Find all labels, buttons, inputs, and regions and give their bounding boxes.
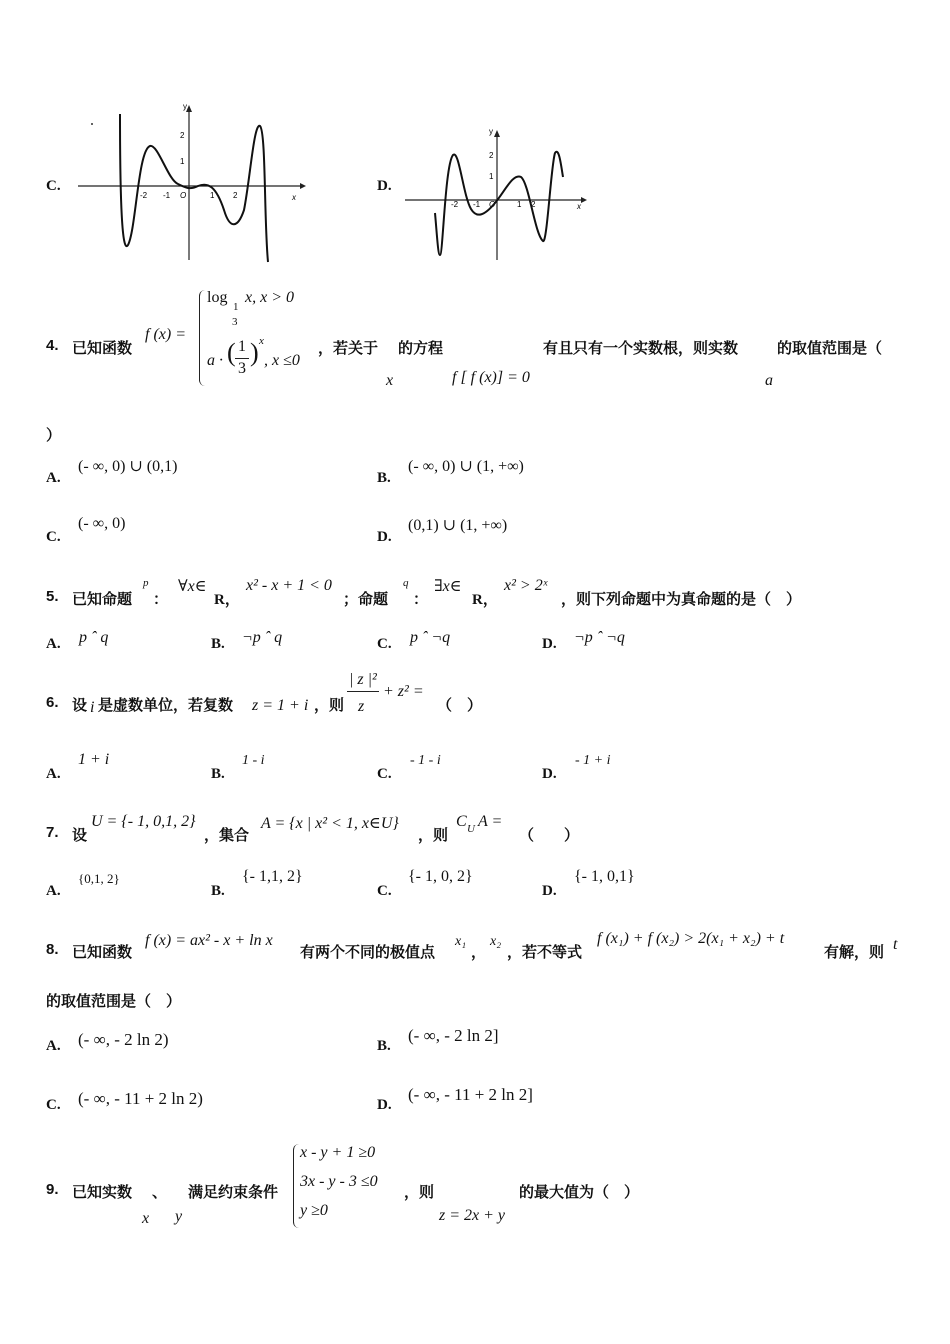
q6-num: | z |² [349, 671, 377, 688]
q5-option-b: ¬p ˆ q [242, 629, 283, 646]
graph-c-x-arrow [300, 183, 306, 189]
q4-case2-den: 3 [238, 360, 246, 377]
q5-tail: ，则下列命题中为真命题的是（ ） [561, 591, 802, 608]
q8-lead: 已知函数 [72, 944, 133, 961]
q4-case1-log: log [207, 289, 228, 306]
q6-option-c: - 1 - i [410, 753, 441, 768]
q9-tail: 的最大值为（ ） [519, 1184, 640, 1201]
q4-var-x: x [386, 372, 394, 389]
graph-c-tick-1: 1 [180, 157, 185, 166]
q5-colon2: ： [413, 591, 429, 608]
q8-text2: ，若不等式 [507, 944, 583, 961]
q8-ineq: f (x₁) + f (x₂) > 2(x₁ + x₂) + t [597, 930, 785, 947]
q8-option-d: (- ∞, - 11 + 2 ln 2] [408, 1085, 533, 1104]
graph-d-tick-n2: -2 [451, 200, 459, 209]
q5-option-a: p ˆ q [79, 629, 109, 646]
q9-x: x [142, 1210, 150, 1227]
q5-q: q [403, 577, 409, 589]
q6-option-b-label: B. [211, 766, 225, 782]
q5-option-c-label: C. [377, 636, 392, 652]
q4-fx: f (x) = [145, 326, 186, 343]
graph-c-tick-p1: 1 [210, 191, 215, 200]
q5-sep: ；命题 [343, 591, 389, 608]
q5-option-b-label: B. [211, 636, 225, 652]
q9-lead: 已知实数 [72, 1184, 133, 1201]
q5-R2: R， [472, 592, 498, 608]
q7-text1: ，集合 [204, 827, 250, 844]
graph-c-tick-n1: -1 [163, 191, 171, 200]
q4-case2-num: 1 [238, 338, 246, 355]
q8-option-d-label: D. [377, 1097, 392, 1113]
q9-sep: 、 [152, 1184, 168, 1201]
q7-CUA-sub: U [467, 823, 475, 835]
q9-z: z = 2x + y [439, 1207, 506, 1224]
graph-c-dot [91, 123, 93, 125]
q4-number: 4. [46, 337, 59, 354]
q6-option-b: 1 - i [242, 753, 265, 768]
q4-case1-sub: 1 [233, 301, 239, 313]
q6-option-a-label: A. [46, 766, 61, 782]
graph-c-x-label: x [292, 193, 296, 202]
q4-case1-rest: x, x > 0 [245, 289, 294, 306]
graph-d-y-arrow [494, 130, 500, 137]
q5-option-d-label: D. [542, 636, 557, 652]
q6-frac-bar [347, 691, 379, 692]
q4-option-a-label: A. [46, 470, 61, 486]
q8-option-a: (- ∞, - 2 ln 2) [78, 1030, 169, 1049]
graph-d-tick-p2: 2 [531, 200, 536, 209]
q4-equation: f [ f (x)] = 0 [452, 369, 530, 386]
q7-option-b: {- 1,1, 2} [242, 868, 303, 885]
q4-option-c-label: C. [46, 529, 61, 545]
q4-lead: 已知函数 [72, 340, 133, 357]
graph-d-tick-1: 1 [489, 172, 494, 181]
graph-d-x-label: x [577, 202, 581, 211]
q4-option-b: (- ∞, 0) ∪ (1, +∞) [408, 458, 524, 475]
q6-option-d-label: D. [542, 766, 557, 782]
q9-constraints-brace [293, 1144, 300, 1228]
q7-option-a-label: A. [46, 883, 61, 899]
q8-text1: 有两个不同的极值点 [300, 944, 436, 961]
option-d-label: D. [377, 178, 392, 194]
q5-R1: R， [214, 592, 240, 608]
q8-comma: ， [471, 944, 487, 961]
q7-CUA: C [456, 813, 467, 830]
q7-option-c: {- 1, 0, 2} [408, 868, 473, 885]
q5-option-a-label: A. [46, 636, 61, 652]
q5-exists: ∃x∈ [434, 578, 462, 595]
graph-c-tick-n2: -2 [140, 191, 148, 200]
q8-option-c-label: C. [46, 1097, 61, 1113]
q4-option-b-label: B. [377, 470, 391, 486]
q7-A: A = {x | x² < 1, x∈U} [261, 815, 399, 832]
q5-ineq2: x² > 2ˣ [504, 577, 548, 594]
q6-z: z = 1 + i [252, 697, 309, 714]
q9-number: 9. [46, 1181, 59, 1198]
q6-lead: 设 [72, 697, 88, 714]
q7-U: U = {- 1, 0,1, 2} [91, 813, 196, 830]
graph-d-tick-p1: 1 [517, 200, 522, 209]
q5-p: p [143, 577, 149, 589]
q5-option-c: p ˆ ¬q [410, 629, 451, 646]
q7-lead: 设 [72, 827, 88, 844]
q4-option-c: (- ∞, 0) [78, 515, 126, 532]
q6-option-d: - 1 + i [575, 753, 611, 768]
q6-den: z [358, 698, 365, 715]
q5-colon1: ： [153, 591, 169, 608]
graph-c [78, 100, 308, 265]
q9-c3: y ≥0 [300, 1202, 328, 1219]
q4-case2-exp: x [259, 335, 264, 347]
q5-forall: ∀x∈ [178, 578, 207, 595]
q6-i: i [90, 699, 95, 716]
q4-piecewise-brace [199, 290, 206, 386]
q9-c1: x - y + 1 ≥0 [300, 1144, 376, 1161]
q6-rest: + z² = [383, 683, 424, 700]
q4-text4: 的取值范围是（ [777, 340, 883, 357]
graph-d-origin: O [489, 200, 496, 209]
option-c-label: C. [46, 178, 61, 194]
q8-x2: x₂ [490, 934, 502, 949]
q6-number: 6. [46, 694, 59, 711]
graph-c-curve [120, 114, 268, 262]
q6-tail: （ ） [437, 697, 483, 714]
graph-d-y-label: y [489, 127, 493, 136]
q9-text1: 满足约束条件 [188, 1184, 279, 1201]
q4-case2-frac-bar [235, 358, 249, 359]
q7-option-a: {0,1, 2} [78, 871, 120, 886]
q4-text2: 的方程 [398, 340, 444, 357]
q5-number: 5. [46, 588, 59, 605]
graph-c-y-label: y [183, 102, 187, 111]
q4-option-d: (0,1) ∪ (1, +∞) [408, 517, 508, 534]
q4-case1-base: 3 [232, 316, 238, 328]
q5-option-d: ¬p ˆ ¬q [574, 629, 625, 646]
q4-case2-lparen: ( [227, 338, 236, 367]
q9-text2: ，则 [404, 1184, 435, 1201]
q5-lead: 已知命题 [72, 591, 133, 608]
q4-option-a: (- ∞, 0) ∪ (0,1) [78, 458, 178, 475]
q8-text3: 有解，则 [824, 944, 885, 961]
q8-option-b: (- ∞, - 2 ln 2] [408, 1026, 499, 1045]
q7-tail: （ ） [519, 827, 580, 844]
graph-d-tick-2: 2 [489, 151, 494, 160]
q7-option-d: {- 1, 0,1} [574, 868, 635, 885]
q6-text1: 是虚数单位，若复数 [98, 697, 234, 714]
q6-text2: ，则 [314, 697, 345, 714]
q4-case2-a: a · [207, 352, 223, 369]
q9-c2: 3x - y - 3 ≤0 [300, 1173, 378, 1190]
q4-text1: ，若关于 [318, 340, 379, 357]
q8-x1: x₁ [455, 934, 467, 949]
graph-c-origin: O [180, 191, 187, 200]
q9-y: y [175, 1208, 183, 1225]
q4-case2-rparen: ) [250, 338, 259, 367]
q7-text2: ，则 [418, 827, 449, 844]
q7-CUA-rest: A = [478, 813, 503, 830]
q7-option-b-label: B. [211, 883, 225, 899]
graph-d [405, 125, 590, 265]
q8-option-b-label: B. [377, 1038, 391, 1054]
q8-number: 8. [46, 941, 59, 958]
q4-case2-rest: , x ≤0 [264, 352, 300, 369]
q8-option-c: (- ∞, - 11 + 2 ln 2) [78, 1089, 203, 1108]
q8-t: t [893, 936, 898, 953]
q8-option-a-label: A. [46, 1038, 61, 1054]
q4-var-a: a [765, 372, 773, 389]
q8-line2: 的取值范围是（ ） [46, 993, 182, 1010]
graph-d-x-arrow [581, 197, 587, 203]
q7-option-c-label: C. [377, 883, 392, 899]
q4-text3: 有且只有一个实数根，则实数 [543, 340, 739, 357]
q8-fx: f (x) = ax² - x + ln x [145, 932, 273, 949]
q5-ineq1: x² - x + 1 < 0 [246, 577, 332, 594]
q7-number: 7. [46, 824, 59, 841]
graph-c-tick-2: 2 [180, 131, 185, 140]
graph-c-tick-p2: 2 [233, 191, 238, 200]
q4-close: ） [46, 427, 62, 444]
q7-option-d-label: D. [542, 883, 557, 899]
q6-option-a: 1 + i [78, 751, 110, 768]
graph-d-tick-n1: -1 [473, 200, 481, 209]
q4-option-d-label: D. [377, 529, 392, 545]
q6-option-c-label: C. [377, 766, 392, 782]
